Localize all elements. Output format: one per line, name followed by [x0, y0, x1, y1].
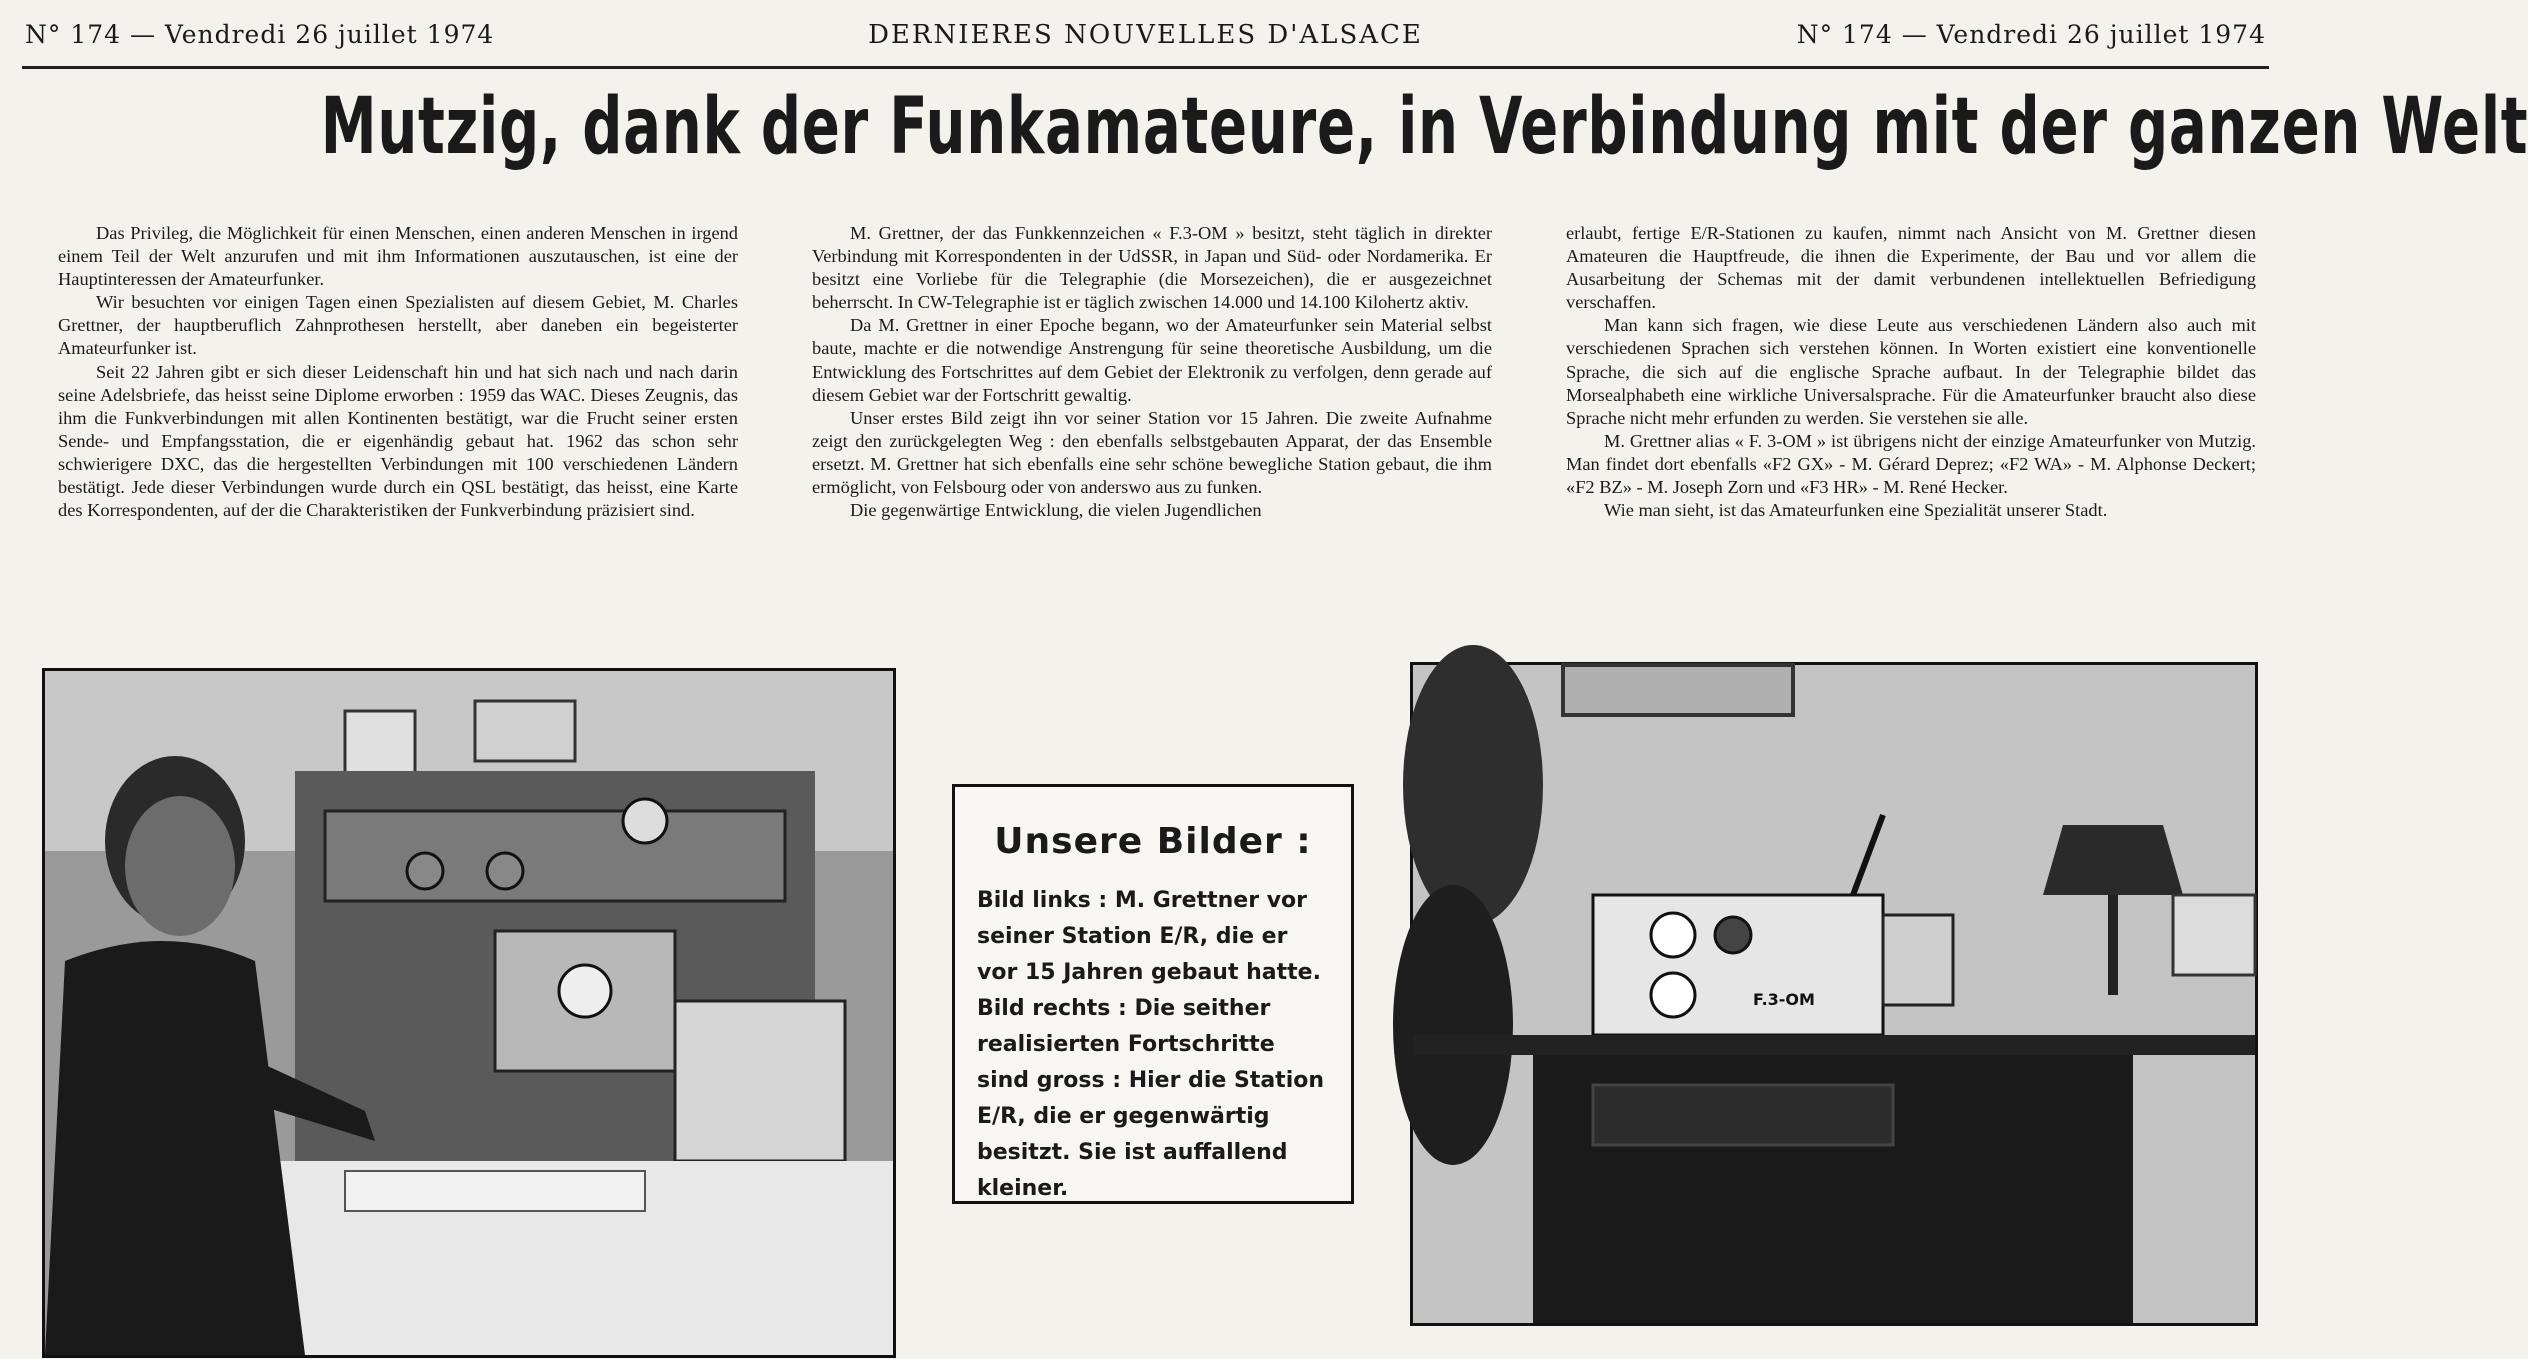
photo-caption-box	[952, 784, 1354, 1204]
caption-title: Unsere Bilder :	[994, 821, 1312, 862]
article-column-3	[1566, 222, 2256, 522]
paragraph: M. Grettner, der das Funkkennzeichen « F.3-OM » besitzt, steht täglich in direkter Verbindung mit Korrespondenten in der UdSSR, in Japan und Süd- oder Nordamerika. Er besitzt eine Vorliebe für die Telegraphie (die Morsezeichen), die er ausgezeichnet beherrscht. In CW-Telegraphie ist er täglich zwischen 14.000 und 14.100 Kilohertz aktiv.	[812, 223, 1492, 313]
paragraph: erlaubt, fertige E/R-Stationen zu kaufen, nimmt nach Ansicht von M. Grettner diesen Amateuren die Hauptfreude, die ihnen die Experimente, der Bau und vor allem die Ausarbeitung der Schemas mit der damit verbundenen intellektuellen Befriedigung verschaffen.	[1566, 223, 2256, 313]
photo-new-station	[1410, 662, 2258, 1326]
paragraph: Man kann sich fragen, wie diese Leute aus verschiedenen Ländern also auch mit verschiedenen Sprachen sich verstehen können. In Worten existiert eine konventionelle Sprache, die sich auf die englische Sprache aufbaut. In der Telegraphie bildet das Morsealphabeth eine wirkliche Universalsprache. Für die Amateurfunker braucht also diese Sprache nicht mehr erfunden zu werden. Sie verstehen sie alle.	[1566, 315, 2256, 428]
paragraph: Wie man sieht, ist das Amateurfunken eine Spezialität unserer Stadt.	[1604, 500, 2108, 521]
caption-right: Bild rechts : Die seither realisierten Fortschritte sind gross : Hier die Station E/R, die er gegenwärtig besitzt. Sie ist auffallend kleiner.	[977, 996, 1325, 1201]
photo-old-station	[42, 668, 896, 1358]
caption-left: Bild links : M. Grettner vor seiner Station E/R, die er vor 15 Jahren gebaut hatte.	[977, 888, 1321, 985]
paragraph: M. Grettner alias « F. 3-OM » ist übrigens nicht der einzige Amateurfunker von Mutzig. Man findet dort ebenfalls «F2 GX» - M. Gérard Deprez; «F2 WA» - M. Alphonse Deckert; «F2 BZ» - M. Joseph Zorn und «F3 HR» - M. René Hecker.	[1566, 430, 2256, 498]
photo-old-station-illustration	[45, 671, 893, 1355]
caption-body	[977, 883, 1327, 1207]
masthead-rule	[22, 66, 2269, 69]
issue-date-left: N° 174 — Vendredi 26 juillet 1974	[25, 20, 495, 49]
photo-new-station-illustration	[1413, 665, 2255, 1323]
paragraph: Wir besuchten vor einigen Tagen einen Spezialisten auf diesem Gebiet, M. Charles Grettner, der hauptberuflich Zahnprothesen herstellt, aber daneben ein begeisterter Amateurfunker ist.	[58, 292, 738, 359]
issue-date-right: N° 174 — Vendredi 26 juillet 1974	[1796, 20, 2266, 49]
article-headline: Mutzig, dank der Funkamateure, in Verbindung mit der ganzen Welt	[320, 82, 2528, 172]
newspaper-title: DERNIERES NOUVELLES D'ALSACE	[868, 20, 1423, 50]
paragraph: Da M. Grettner in einer Epoche begann, wo der Amateurfunker sein Material selbst baute, machte er die notwendige Anstrengung für seine theoretische Ausbildung, um die Entwicklung des Fortschrittes auf dem Gebiet der Elektronik zu verfolgen, denn gerade auf diesem Gebiet war der Fortschritt gewaltig.	[812, 315, 1492, 405]
paragraph: Die gegenwärtige Entwicklung, die vielen Jugendlichen	[850, 500, 1262, 521]
station-plate-label: F.3-OM	[1753, 990, 1815, 1009]
article-column-1	[58, 222, 738, 522]
article-column-2	[812, 222, 1492, 522]
paragraph: Seit 22 Jahren gibt er sich dieser Leidenschaft hin und hat sich nach und nach darin seine Adelsbriefe, das heisst seine Diplome erworben : 1959 das WAC. Dieses Zeugnis, das ihm die Funkverbindungen mit allen Kontinenten bestätigt, war die Frucht seiner ersten Sende- und Empfangsstation, die er eigenhändig gebaut hat. 1962 das schon sehr schwierigere DXC, das die hergestellten Verbindungen mit 100 verschiedenen Ländern bestätigt. Jede dieser Verbindungen wurde durch ein QSL bestätigt, das heisst, eine Karte des Korrespondenten, auf der die Charakteristiken der Funkverbindung präzisiert sind.	[58, 361, 738, 521]
paragraph: Unser erstes Bild zeigt ihn vor seiner Station vor 15 Jahren. Die zweite Aufnahme zeigt den zurückgelegten Weg : den ebenfalls selbstgebauten Apparat, der das Ensemble ersetzt. M. Grettner hat sich ebenfalls eine sehr schöne bewegliche Station gebaut, die ihm ermöglicht, von Felsbourg oder von anderswo aus zu funken.	[812, 407, 1492, 498]
paragraph: Das Privileg, die Möglichkeit für einen Menschen, einen anderen Menschen in irgend einem Teil der Welt anzurufen und mit ihm Informationen auszutauschen, ist eine der Hauptinteressen der Amateurfunker.	[58, 223, 738, 290]
